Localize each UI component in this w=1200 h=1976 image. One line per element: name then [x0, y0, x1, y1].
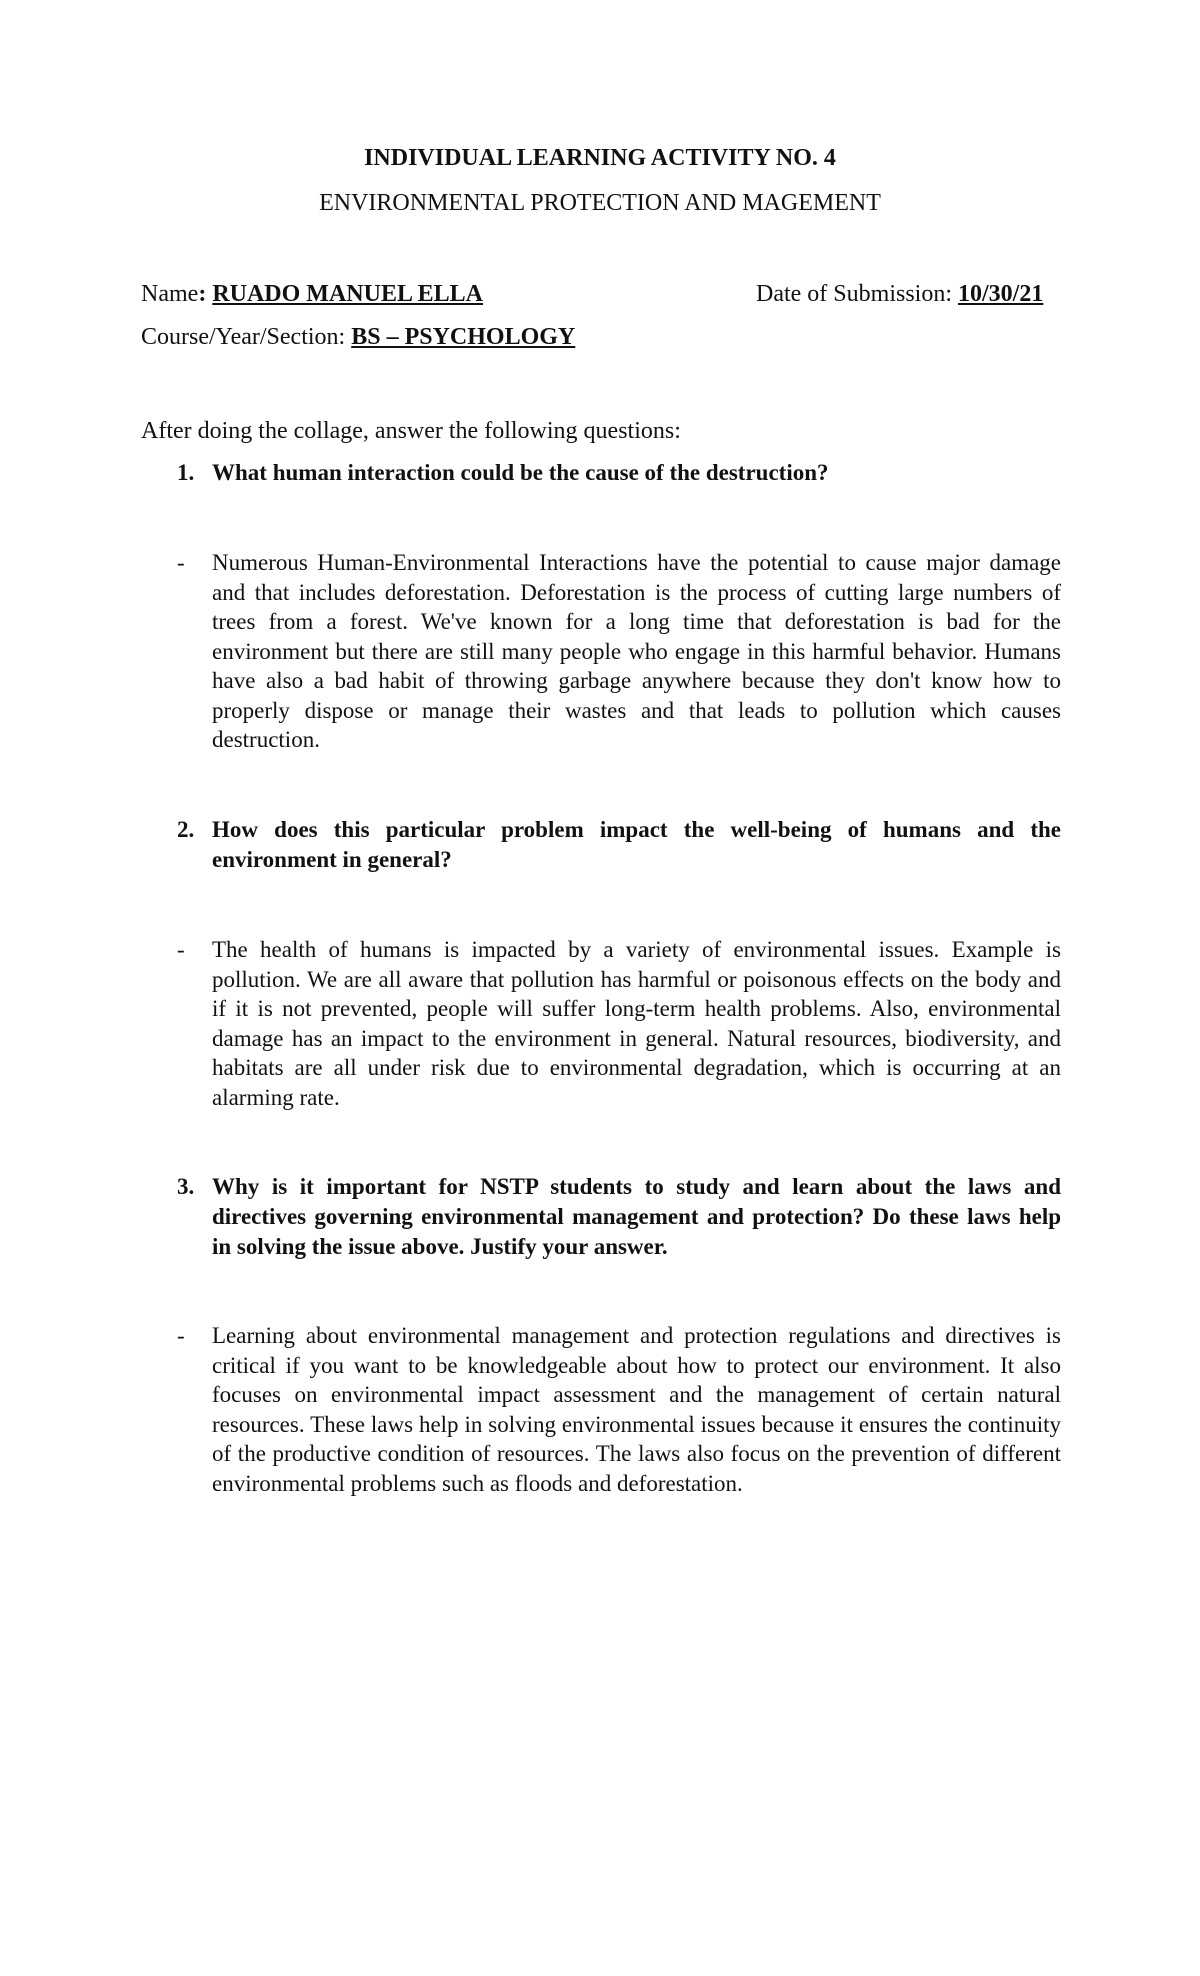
instructions: After doing the collage, answer the following questions: [141, 418, 681, 444]
answer-text: The health of humans is impacted by a variety of environmental issues. Example is pollution. We are all aware that pollution has harmful or poisonous effects on the body and if it is not prevented, people will suffer long-term health problems. Also, environmental damage has an impact to the environment in general. Natural resources, biodiversity, and habitats are all under risk due to environmental degradation, which is occurring at an alarming rate. [212, 937, 1061, 1110]
name-label: Name [141, 281, 199, 307]
question-text: Why is it important for NSTP students to study and learn about the laws and directives governing environmental management and protection? Do these laws help in solving the issue above. Justify your answer. [212, 1174, 1061, 1259]
name-colon: : [198, 281, 207, 307]
name-value: RUADO MANUEL ELLA [212, 281, 484, 307]
answer-1 [141, 548, 1061, 755]
question-text: What human interaction could be the cause of the destruction? [212, 460, 829, 485]
question-1 [141, 458, 1061, 488]
course-value: BS – PSYCHOLOGY [351, 324, 576, 350]
question-number: 2. [177, 817, 195, 842]
date-field [756, 279, 1043, 309]
question-number: 3. [177, 1174, 195, 1199]
activity-title: INDIVIDUAL LEARNING ACTIVITY NO. 4 [364, 145, 836, 171]
question-2 [141, 815, 1061, 875]
answer-dash: - [177, 937, 185, 962]
course-field [141, 322, 575, 352]
answer-text: Numerous Human-Environmental Interactions have the potential to cause major damage and that includes deforestation. Deforestation is the process of cutting large numbers of trees from a forest. We've known for a long time that deforestation is bad for the environment but there are still many people who engage in this harmful behavior. Humans have also a bad habit of throwing garbage anywhere because they don't know how to properly dispose or manage their wastes and that leads to pollution which causes destruction. [212, 550, 1061, 752]
answer-text: Learning about environmental management and protection regulations and directives is critical if you want to be knowledgeable about how to protect our environment. It also focuses on environmental impact assessment and the management of certain natural resources. These laws help in solving environmental issues because it ensures the continuity of the productive condition of resources. The laws also focus on the prevention of different environmental problems such as floods and deforestation. [212, 1323, 1061, 1496]
question-text: How does this particular problem impact the well-being of humans and the environment in general? [212, 817, 1061, 872]
answer-2 [141, 935, 1061, 1112]
activity-subtitle: ENVIRONMENTAL PROTECTION AND MAGEMENT [319, 190, 881, 216]
answer-dash: - [177, 550, 185, 575]
answer-3 [141, 1321, 1061, 1498]
course-label: Course/Year/Section: [141, 324, 352, 350]
date-value: 10/30/21 [958, 281, 1044, 307]
question-3 [141, 1172, 1061, 1262]
name-field [141, 279, 483, 309]
date-label: Date of Submission: [756, 281, 958, 307]
question-number: 1. [177, 460, 195, 485]
answer-dash: - [177, 1323, 185, 1348]
